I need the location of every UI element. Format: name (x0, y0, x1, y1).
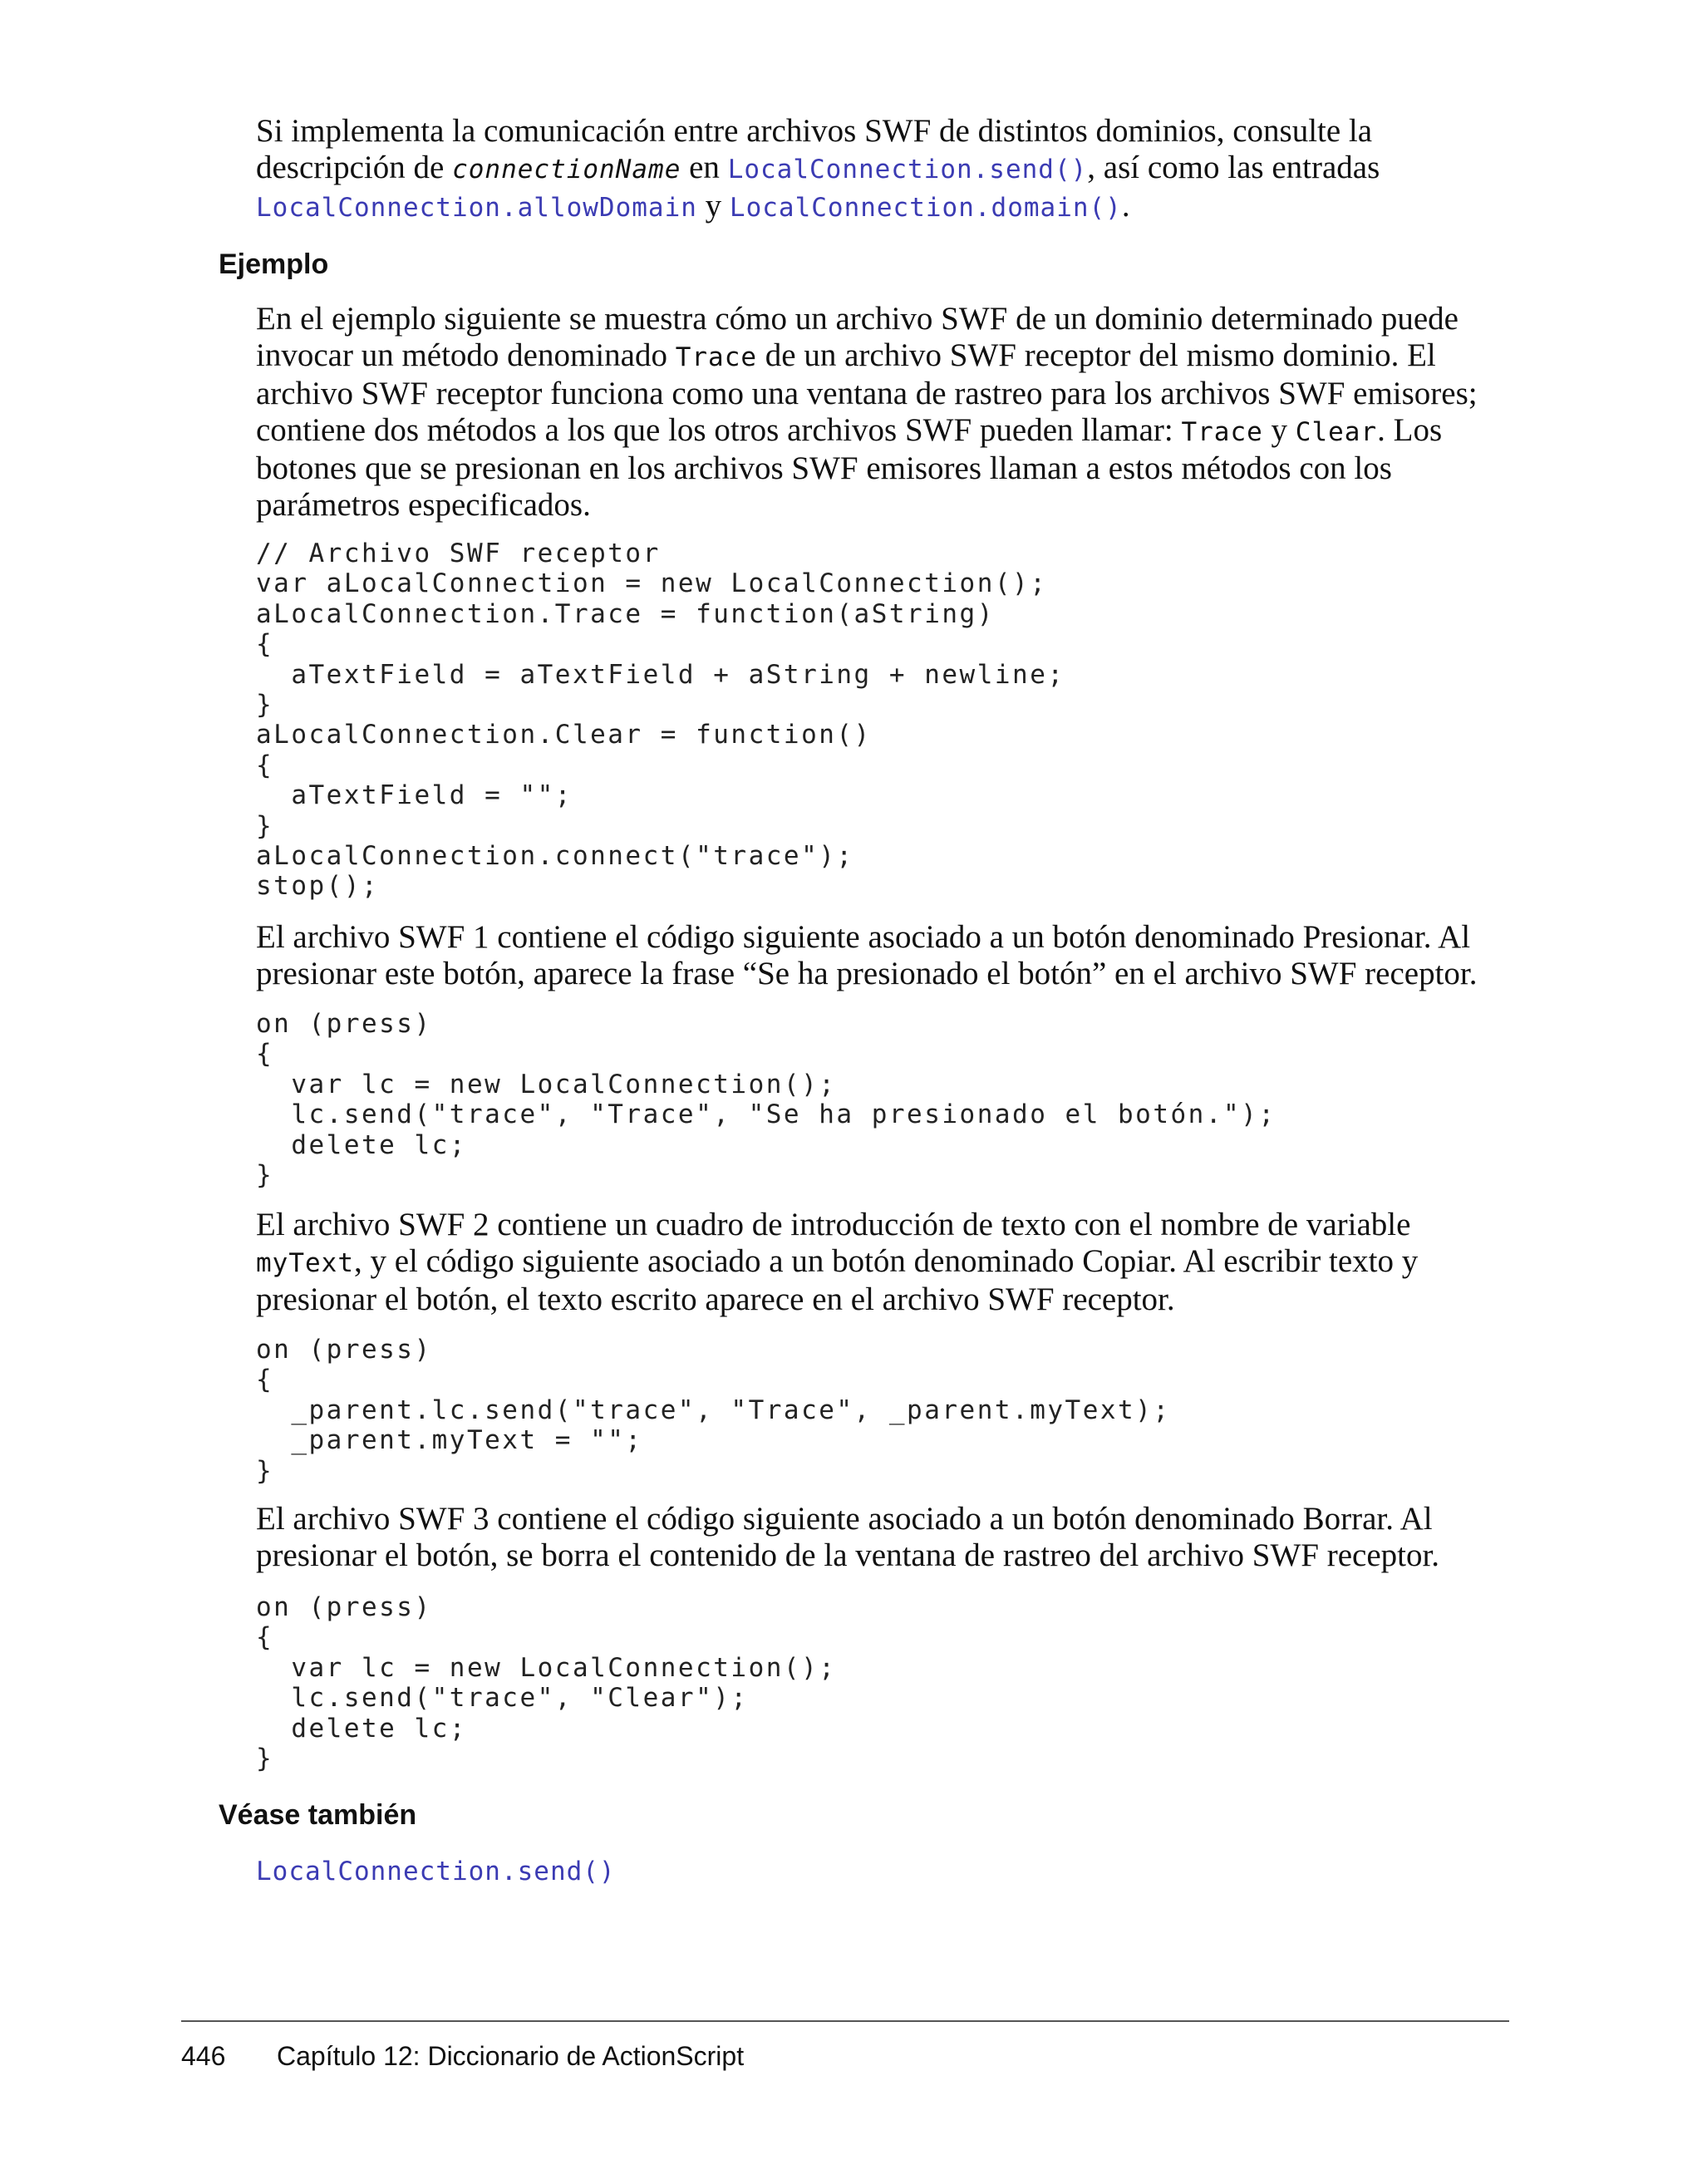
example-intro-paragraph (256, 301, 1478, 524)
link-localconnection-send[interactable]: LocalConnection.send() (727, 155, 1088, 184)
link-localconnection-domain[interactable]: LocalConnection.domain() (729, 193, 1122, 223)
see-also-list (256, 1852, 1478, 1890)
see-also-heading: Véase también (219, 1799, 417, 1831)
code-clear: Clear (1295, 417, 1378, 447)
example-text-2: de un archivo SWF receptor del mismo dominio. El archivo SWF receptor funciona como una ventana de rastreo para los archivos SWF emisores; contiene dos métodos a los que los otros archivos SWF pueden llamar: (256, 337, 1478, 448)
chapter-title: Capítulo 12: Diccionario de ActionScript (277, 2041, 745, 2071)
example-text-4: . Los botones que se presionan en los archivos SWF emisores llaman a estos métodos con los parámetros especificados. (256, 412, 1443, 523)
code-trace-2: Trace (1181, 417, 1263, 447)
intro-text-3: , así como las entradas (1087, 150, 1380, 185)
link-localconnection-allowdomain[interactable]: LocalConnection.allowDomain (256, 193, 697, 223)
code-mytext: myText (256, 1248, 354, 1278)
swf2-text-2: , y el código siguiente asociado a un botón denominado Copiar. Al escribir texto y presionar el botón, el texto escrito aparece en el archivo SWF receptor. (256, 1243, 1419, 1317)
example-text-3: y (1262, 412, 1296, 448)
example-text-1: En el ejemplo siguiente se muestra cómo un archivo SWF de un dominio determinado puede invocar un método denominado (256, 301, 1459, 373)
page-number: 446 (181, 2041, 226, 2071)
code-block-swf3: on (press) { var lc = new LocalConnection(); lc.send("trace", "Clear"); delete lc; } (256, 1592, 837, 1774)
code-block-swf1: on (press) { var lc = new LocalConnection(); lc.send("trace", "Trace", "Se ha presionado el botón."); delete lc; } (256, 1009, 1276, 1191)
intro-text-1: Si implementa la comunicación entre archivos SWF de distintos dominios, consulte la descripción de (256, 113, 1373, 185)
code-block-swf2: on (press) { _parent.lc.send("trace", "Trace", _parent.myText); _parent.myText = ""; } (256, 1335, 1171, 1486)
code-block-receiver: // Archivo SWF receptor var aLocalConnection = new LocalConnection(); aLocalConnection.Trace = function(aString) { aTextField = aTextField + aString + newline; } aLocalConnection.Clear = function() { aTextField = ""; } aLocalConnection.connect("trace"); stop(); (256, 539, 1065, 902)
intro-text-5: . (1121, 188, 1130, 224)
link-see-also-send[interactable]: LocalConnection.send() (256, 1857, 616, 1886)
swf2-paragraph (256, 1207, 1478, 1318)
swf2-text-1: El archivo SWF 2 contiene un cuadro de introducción de texto con el nombre de variable (256, 1207, 1411, 1242)
intro-text-4: y (696, 188, 730, 224)
code-trace-1: Trace (675, 342, 758, 372)
intro-paragraph (256, 113, 1478, 226)
example-heading: Ejemplo (219, 248, 329, 280)
swf3-paragraph: El archivo SWF 3 contiene el código siguiente asociado a un botón denominado Borrar. Al presionar el botón, se borra el contenido de la ventana de rastreo del archivo SWF receptor. (256, 1501, 1440, 1573)
footer-divider (181, 2020, 1509, 2022)
connection-name-param: connectionName (452, 155, 681, 184)
intro-text-2: en (681, 150, 728, 185)
swf1-paragraph: El archivo SWF 1 contiene el código siguiente asociado a un botón denominado Presionar. Al presionar este botón, aparece la frase “Se ha presionado el botón” en el archivo SWF receptor. (256, 919, 1478, 991)
